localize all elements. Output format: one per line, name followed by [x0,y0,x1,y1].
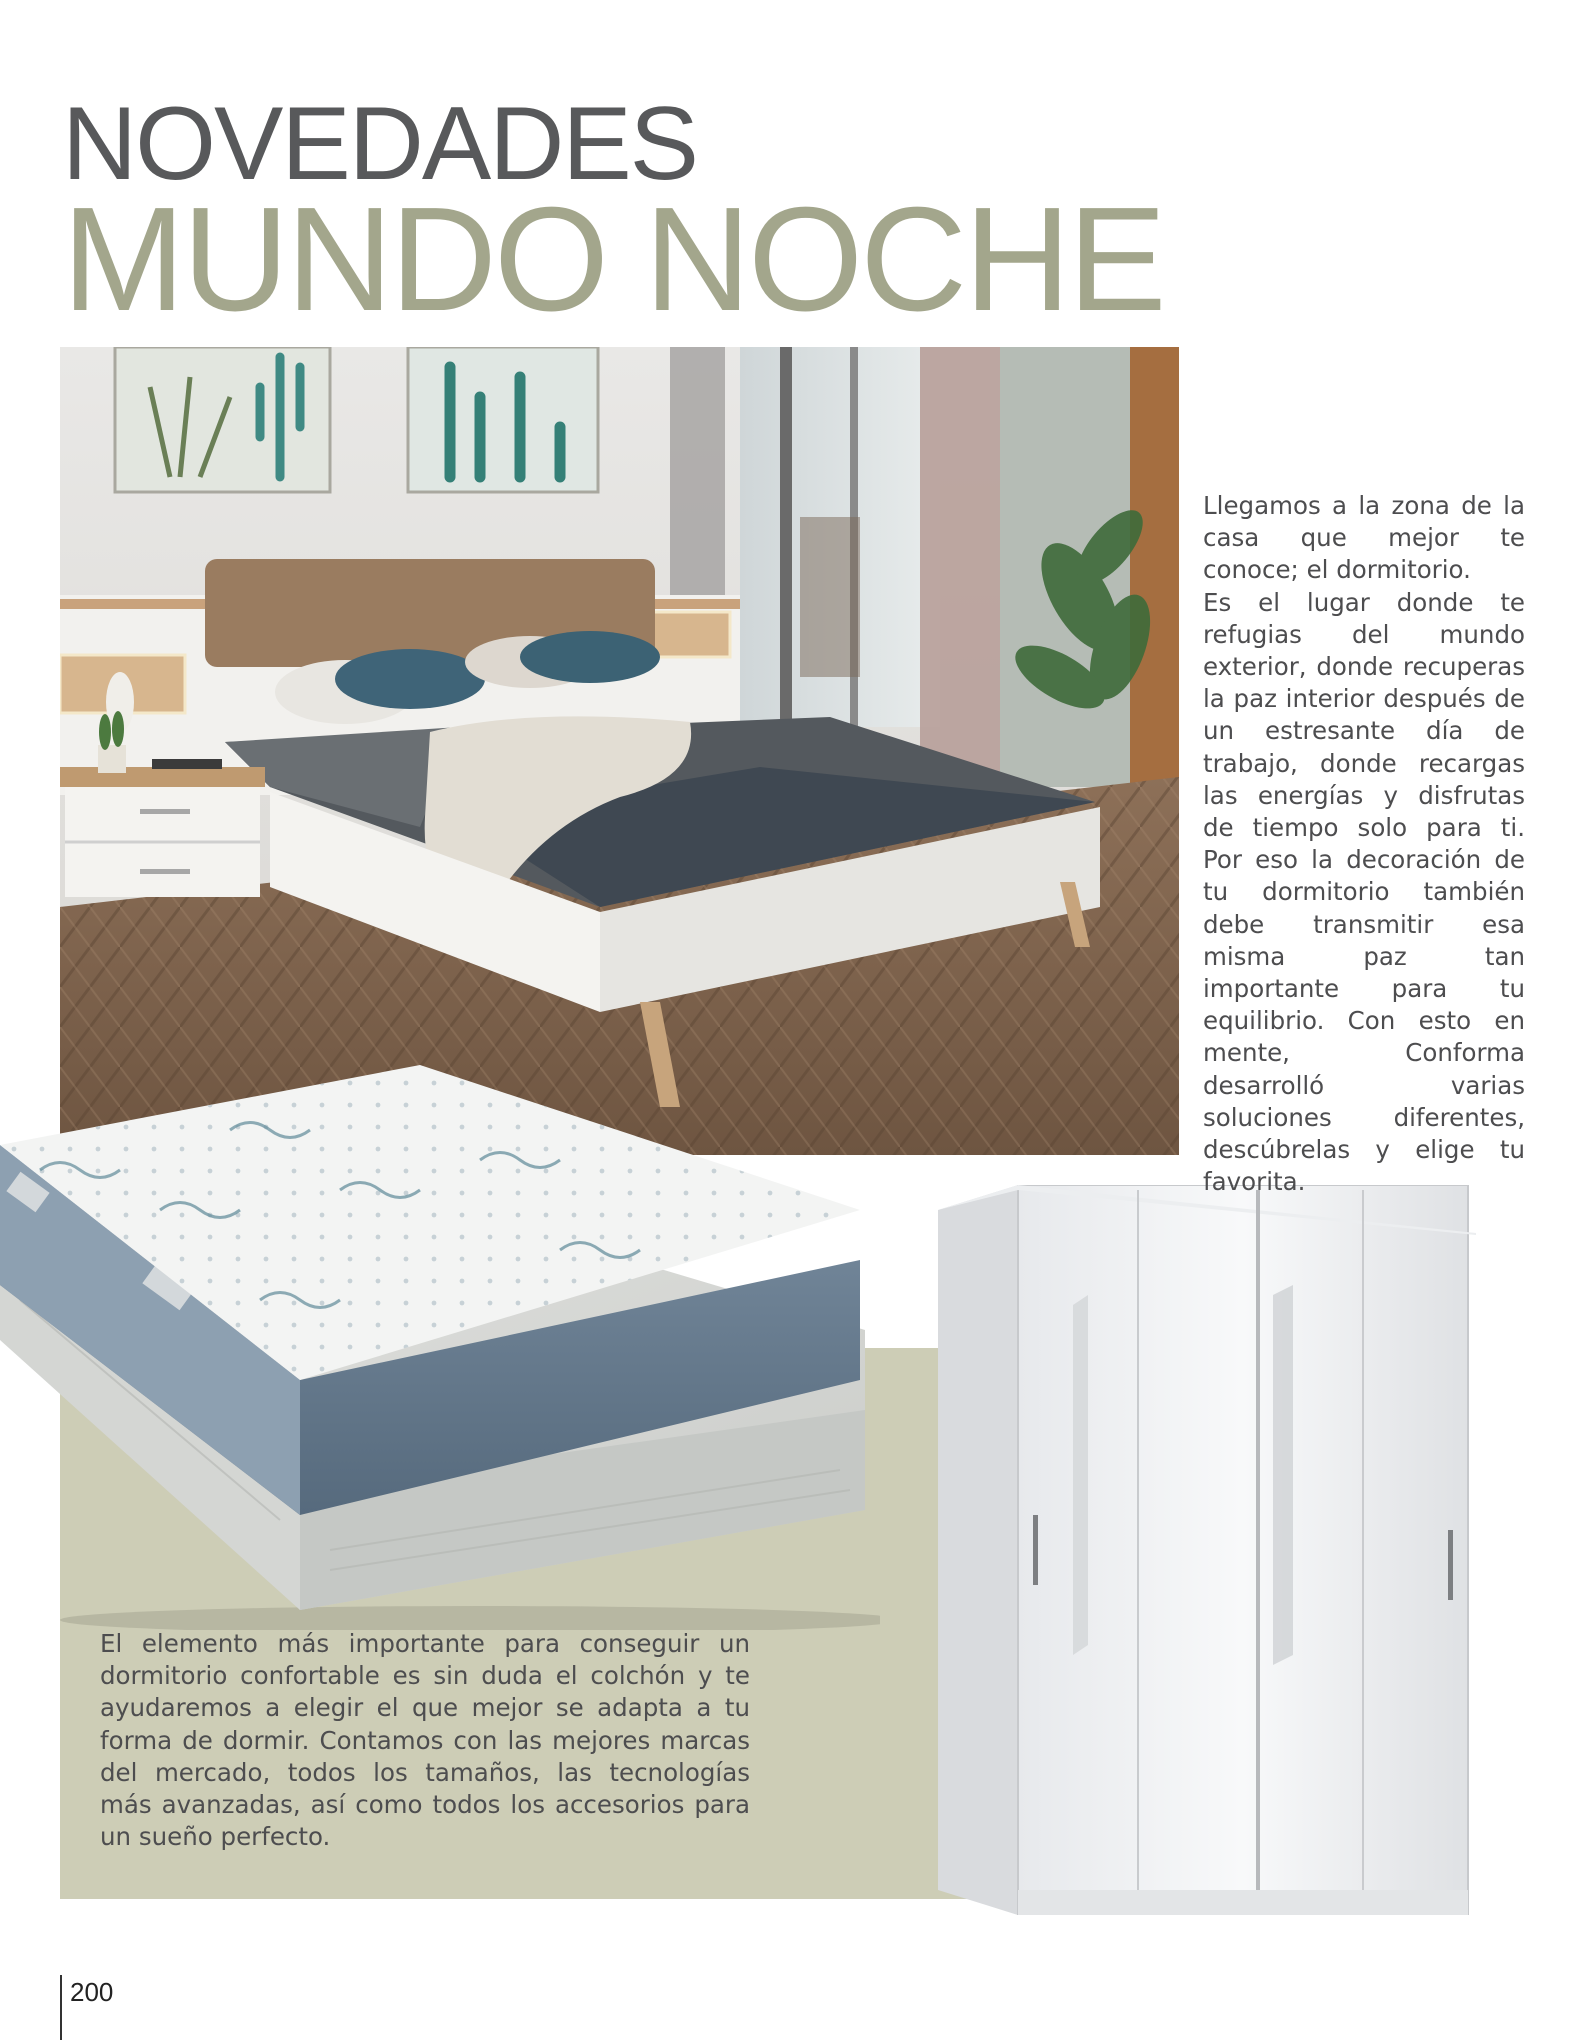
intro-text [1203,490,1525,1198]
intro-paragraph-2: Es el lugar donde te refugias del mundo exterior, donde recuperas la paz interior después de un estresante día de trabajo, donde recargas las energías y disfrutas de tiempo solo para ti. Por eso la decoración de tu dormitorio también debe transmitir esa misma paz tan importante para tu equilibrio. Con esto en mente, Conforma desarrolló varias soluciones diferentes, descúbrelas y elige tu favorita. [1203,587,1525,1197]
intro-paragraph-1: Llegamos a la zona de la casa que mejor te conoce; el dormitorio. [1203,491,1525,585]
wardrobe-photo [938,1185,1476,1915]
mattress-photo [0,1050,880,1630]
page-number: 200 [70,1977,114,2007]
title-novedades: NOVEDADES [62,86,698,202]
page-number-rule [60,1975,62,2040]
mattress-paragraph: El elemento más importante para conseguir un dormitorio confortable es sin duda el colchón y te ayudaremos a elegir el que mejor se adapta a tu forma de dormir. Contamos con las mejores marcas del mercado, todos los tamaños, las tecnologías más avanzadas, así como todos los accesorios para un sueño perfecto. [100,1629,750,1852]
bedroom-photo [60,347,1179,1155]
mattress-text [100,1628,750,1853]
title-mundo-noche: MUNDO NOCHE [62,177,1164,342]
